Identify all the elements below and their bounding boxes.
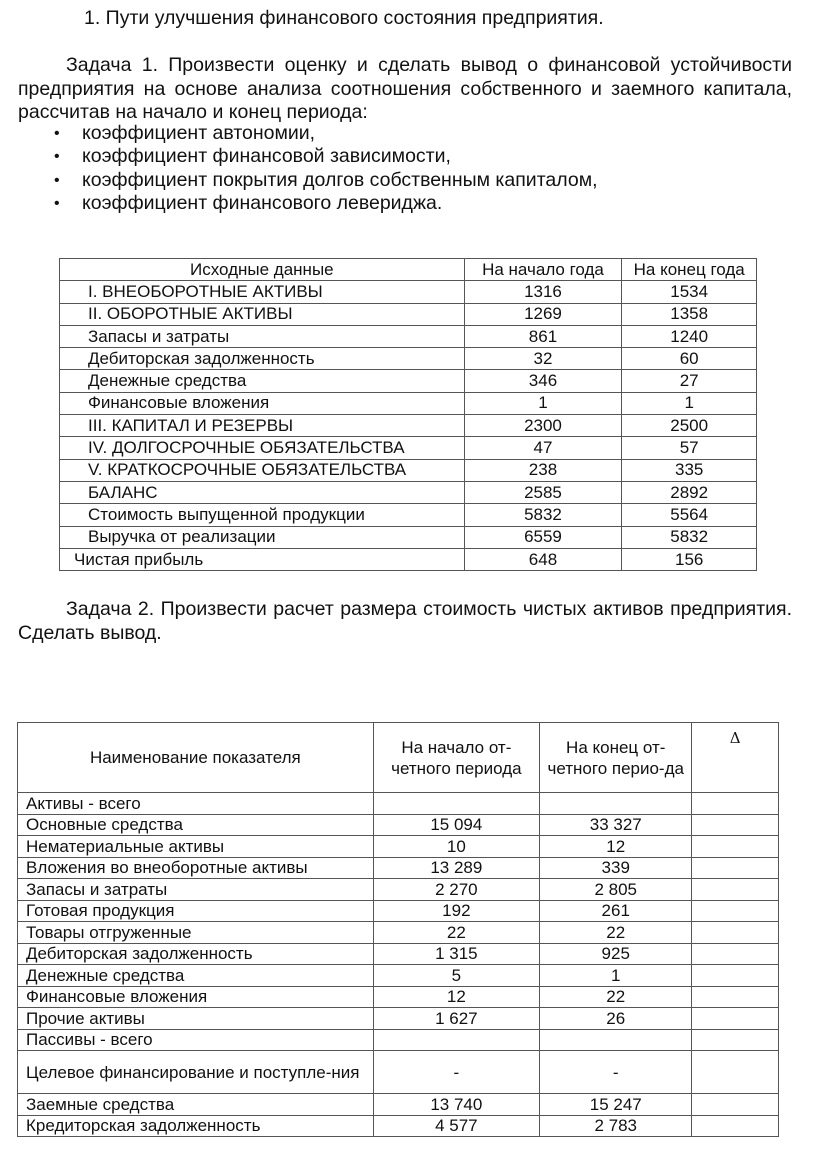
row-label: Запасы и затраты xyxy=(60,325,465,347)
bullet-text: коэффициент финансовой зависимости, xyxy=(82,145,451,168)
cell-start: 47 xyxy=(464,437,622,459)
cell-end: 5564 xyxy=(622,504,757,526)
table-row xyxy=(60,415,757,437)
row-label: Основные средства xyxy=(18,814,374,836)
row-label: Запасы и затраты xyxy=(18,879,374,901)
cell-start: 32 xyxy=(464,348,622,370)
table-header-row xyxy=(18,723,779,793)
row-label: БАЛАНС xyxy=(60,481,465,503)
row-label-text: Целевое финансирование и поступле-ния xyxy=(26,1062,360,1082)
cell-start: 1 315 xyxy=(373,943,539,965)
cell-start: 1269 xyxy=(464,303,622,325)
delta-icon: Δ xyxy=(692,723,779,793)
row-label: Финансовые вложения xyxy=(60,392,465,414)
cell-end xyxy=(540,793,692,815)
table-row xyxy=(60,370,757,392)
row-label: Стоимость выпущенной продукции xyxy=(60,504,465,526)
section-heading: 1. Пути улучшения финансового состояния предприятия. xyxy=(84,7,604,29)
row-label: Активы - всего xyxy=(18,793,374,815)
cell-end: 26 xyxy=(540,1008,692,1030)
row-label: III. КАПИТАЛ И РЕЗЕРВЫ xyxy=(60,415,465,437)
row-label: Денежные средства xyxy=(18,965,374,987)
cell-end: 12 xyxy=(540,836,692,858)
row-label xyxy=(18,1051,374,1094)
cell-delta xyxy=(692,1029,779,1051)
row-label: Дебиторская задолженность xyxy=(18,943,374,965)
cell-start: 13 289 xyxy=(373,857,539,879)
row-label: Пассивы - всего xyxy=(18,1029,374,1051)
table-row xyxy=(60,303,757,325)
cell-start: 5832 xyxy=(464,504,622,526)
cell-start: 861 xyxy=(464,325,622,347)
table-row xyxy=(18,965,779,987)
column-header: Исходные данные xyxy=(60,259,465,281)
bullet-icon: • xyxy=(54,171,60,189)
cell-delta xyxy=(692,965,779,987)
table-row xyxy=(60,281,757,303)
cell-end: 5832 xyxy=(622,526,757,548)
table-row xyxy=(18,1115,779,1137)
row-label: Готовая продукция xyxy=(18,900,374,922)
cell-end: 22 xyxy=(540,986,692,1008)
cell-end: 2500 xyxy=(622,415,757,437)
cell-end: 339 xyxy=(540,857,692,879)
cell-start: 1 627 xyxy=(373,1008,539,1030)
cell-end: 2 805 xyxy=(540,879,692,901)
row-label: II. ОБОРОТНЫЕ АКТИВЫ xyxy=(60,303,465,325)
cell-end: 1534 xyxy=(622,281,757,303)
cell-delta xyxy=(692,879,779,901)
bullet-text: коэффициент финансового левериджа. xyxy=(82,191,443,214)
table-row xyxy=(18,922,779,944)
cell-delta xyxy=(692,922,779,944)
cell-end: 57 xyxy=(622,437,757,459)
bullet-icon: • xyxy=(54,194,60,212)
table-row xyxy=(60,348,757,370)
cell-end: 261 xyxy=(540,900,692,922)
row-label: Финансовые вложения xyxy=(18,986,374,1008)
row-label: Нематериальные активы xyxy=(18,836,374,858)
row-label: Вложения во внеоборотные активы xyxy=(18,857,374,879)
cell-end: 156 xyxy=(622,548,757,570)
table-row xyxy=(18,943,779,965)
row-label: Денежные средства xyxy=(60,370,465,392)
column-header xyxy=(373,723,539,793)
bullet-icon: • xyxy=(54,125,60,142)
cell-start: 4 577 xyxy=(373,1115,539,1137)
table-row xyxy=(60,548,757,570)
table-row xyxy=(18,857,779,879)
table-row xyxy=(18,836,779,858)
cell-start: 648 xyxy=(464,548,622,570)
bullet-icon: • xyxy=(54,148,60,166)
table-row xyxy=(18,1008,779,1030)
cell-start: 2300 xyxy=(464,415,622,437)
cell-end: 335 xyxy=(622,459,757,481)
task2-paragraph xyxy=(18,598,792,645)
task1-paragraph xyxy=(18,54,792,125)
cell-start: 1316 xyxy=(464,281,622,303)
table-row xyxy=(60,325,757,347)
header-end-text: На конец от-четного перио-да xyxy=(547,737,684,778)
table-row xyxy=(60,392,757,414)
table-row xyxy=(18,814,779,836)
list-item xyxy=(0,169,598,192)
cell-end: 925 xyxy=(540,943,692,965)
row-label: Чистая прибыль xyxy=(60,548,465,570)
task1-text: Задача 1. Произвести оценку и сделать вывод о финансовой устойчивости предприятия на основе анализа соотношения собственного и заемного капитала, рассчитав на начало и конец периода: xyxy=(18,54,792,123)
cell-delta xyxy=(692,1094,779,1116)
bullet-text: коэффициент автономии, xyxy=(82,122,316,144)
table-row xyxy=(60,504,757,526)
cell-start xyxy=(373,1029,539,1051)
table-row xyxy=(18,1094,779,1116)
cell-end: 1358 xyxy=(622,303,757,325)
table-row xyxy=(60,437,757,459)
row-label: V. КРАТКОСРОЧНЫЕ ОБЯЗАТЕЛЬСТВА xyxy=(60,459,465,481)
cell-end: 27 xyxy=(622,370,757,392)
table-row xyxy=(60,526,757,548)
cell-start: 10 xyxy=(373,836,539,858)
list-item xyxy=(0,145,598,168)
cell-delta xyxy=(692,857,779,879)
cell-delta xyxy=(692,793,779,815)
header-start-text: На начало от-четного периода xyxy=(391,737,522,778)
cell-start: 2 270 xyxy=(373,879,539,901)
cell-delta xyxy=(692,1008,779,1030)
cell-delta xyxy=(692,1051,779,1094)
cell-delta xyxy=(692,900,779,922)
table-row xyxy=(60,481,757,503)
cell-end: 1 xyxy=(622,392,757,414)
row-label: Товары отгруженные xyxy=(18,922,374,944)
cell-start xyxy=(373,793,539,815)
table-row xyxy=(18,1029,779,1051)
list-item xyxy=(0,192,598,215)
cell-start: 15 094 xyxy=(373,814,539,836)
cell-end: 33 327 xyxy=(540,814,692,836)
net-assets-table xyxy=(17,722,779,1137)
cell-delta xyxy=(692,986,779,1008)
cell-start: - xyxy=(373,1051,539,1094)
cell-delta xyxy=(692,1115,779,1137)
cell-end: 2892 xyxy=(622,481,757,503)
list-item xyxy=(0,122,598,145)
cell-start: 238 xyxy=(464,459,622,481)
cell-end: - xyxy=(540,1051,692,1094)
table-row xyxy=(18,1051,779,1094)
column-header: На конец года xyxy=(622,259,757,281)
task1-bullet-list xyxy=(0,122,598,215)
cell-end: 1240 xyxy=(622,325,757,347)
source-data-table xyxy=(59,258,757,571)
cell-end: 15 247 xyxy=(540,1094,692,1116)
table-row xyxy=(18,793,779,815)
cell-start: 2585 xyxy=(464,481,622,503)
cell-start: 6559 xyxy=(464,526,622,548)
cell-start: 12 xyxy=(373,986,539,1008)
cell-delta xyxy=(692,836,779,858)
row-label: Прочие активы xyxy=(18,1008,374,1030)
row-label: Кредиторская задолженность xyxy=(18,1115,374,1137)
cell-delta xyxy=(692,814,779,836)
cell-start: 13 740 xyxy=(373,1094,539,1116)
cell-start: 192 xyxy=(373,900,539,922)
row-label: Дебиторская задолженность xyxy=(60,348,465,370)
column-header xyxy=(540,723,692,793)
table-row xyxy=(18,879,779,901)
table-row xyxy=(60,459,757,481)
cell-start: 5 xyxy=(373,965,539,987)
row-label: IV. ДОЛГОСРОЧНЫЕ ОБЯЗАТЕЛЬСТВА xyxy=(60,437,465,459)
row-label: Выручка от реализации xyxy=(60,526,465,548)
row-label: I. ВНЕОБОРОТНЫЕ АКТИВЫ xyxy=(60,281,465,303)
table-row xyxy=(18,986,779,1008)
cell-end xyxy=(540,1029,692,1051)
cell-start: 346 xyxy=(464,370,622,392)
table-row xyxy=(18,900,779,922)
cell-end: 22 xyxy=(540,922,692,944)
cell-end: 2 783 xyxy=(540,1115,692,1137)
bullet-text: коэффициент покрытия долгов собственным капиталом, xyxy=(82,168,598,191)
column-header: Наименование показателя xyxy=(18,723,374,793)
row-label: Заемные средства xyxy=(18,1094,374,1116)
task2-text: Задача 2. Произвести расчет размера стоимость чистых активов предприятия. Сделать вывод. xyxy=(18,598,792,644)
cell-end: 1 xyxy=(540,965,692,987)
cell-end: 60 xyxy=(622,348,757,370)
column-header: На начало года xyxy=(464,259,622,281)
cell-start: 22 xyxy=(373,922,539,944)
cell-delta xyxy=(692,943,779,965)
cell-start: 1 xyxy=(464,392,622,414)
table-header-row xyxy=(60,259,757,281)
